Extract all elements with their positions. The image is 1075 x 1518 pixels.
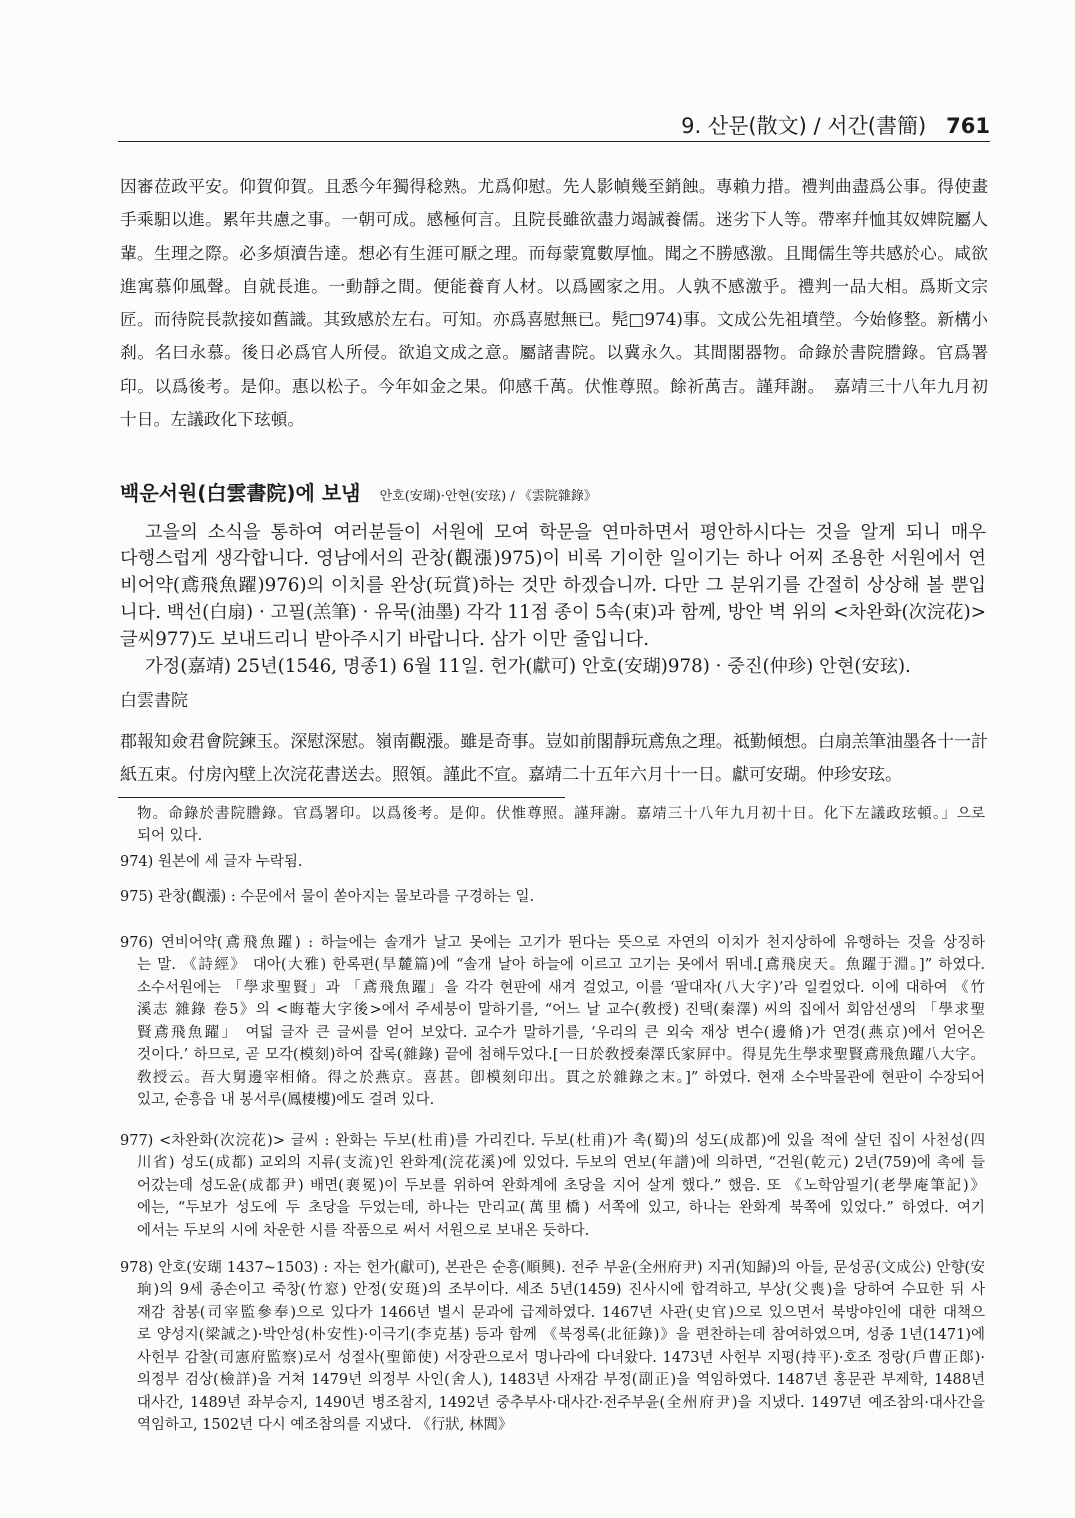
translation-line: 다행스럽게 생각합니다. 영남에서의 관창(觀漲)975)이 비록 기이한 일이기는 하나 어찌 조용한 서원에서 연: [120, 548, 986, 570]
letter-line: 進寓慕仰風聲。自就長進。一動靜之間。便能養育人材。以爲國家之用。人孰不感激乎。禮判一品大相。爲斯文宗: [120, 275, 988, 296]
letter-line: 匠。而待院長款接如舊識。其致感於左右。可知。亦爲喜慰無已。髡□974)事。文成公先祖墳塋。今始修整。新構小: [120, 309, 988, 330]
footnote-line: 978) 안호(安瑚 1437~1503) : 자는 헌가(獻可), 본관은 순흥(順興). 전주 부윤(全州府尹) 지귀(知歸)의 아들, 문성공(文成公) 안향(安: [120, 1259, 985, 1276]
translation-line: 글씨977)도 보내드리니 받아주시기 바랍니다. 삼가 이만 줄입니다.: [120, 628, 650, 650]
footnote-line: 되어 있다.: [137, 828, 203, 845]
footnote-line: 敎授云。吾大舅邊宰相脩。得之於燕京。喜甚。卽模刻印出。貫之於雜錄之末。]” 하였다. 현재 소수박물관에 현판이 수장되어: [137, 1069, 985, 1086]
footnote-line: 에서는 두보의 시에 차운한 시를 작품으로 써서 서원으로 보내온 듯하다.: [137, 1222, 590, 1239]
letter-line: 因審莅政平安。仰賀仰賀。且悉今年獨得稔熟。尤爲仰慰。先人影幀幾至銷蝕。專賴力措。禮判曲盡爲公事。得使畫: [120, 176, 988, 196]
footnote-line: 대사간, 1489년 좌부승지, 1490년 병조참지, 1492년 중추부사·대사간·전주부윤(全州府尹)을 지냈다. 1497년 예조참의·대사간을: [137, 1394, 985, 1411]
footnote-line: 珦)의 9세 종손이고 죽창(竹窓) 안정(安珽)의 조부이다. 세조 5년(1459) 진사시에 합격하고, 부상(父喪)을 당하여 수묘한 뒤 사: [137, 1282, 985, 1299]
footnote-975: [120, 886, 985, 909]
letter-line: 手乘馹以進。累年共慮之事。一朝可成。感極何言。且院長雖欲盡力竭誠養儒。迷劣下人等。帶率幷恤其奴婢院屬人: [120, 209, 988, 230]
footnote-line: 것이다.’ 하므로, 곧 모각(模刻)하여 잡록(雜錄) 끝에 첨해두었다.[一日於敎授秦澤氏家屛中。得見先生學求聖賢鳶飛魚躍八大字。: [137, 1047, 985, 1064]
footnote-line: 976) 연비어약(鳶飛魚躍) : 하늘에는 솔개가 날고 못에는 고기가 뛴다는 뜻으로 자연의 이치가 천지상하에 유행하는 것을 상징하: [120, 934, 985, 951]
section-heading: [120, 478, 597, 508]
translation-paragraph: [120, 520, 986, 681]
footnote-line: 로 양성지(梁誠之)·박안성(朴安性)·이극기(李克基) 등과 함께 《북정록(北征錄)》을 편찬하는데 참여하였으며, 성종 1년(1471)에: [137, 1327, 985, 1344]
footnote-line: 어갔는데 성도윤(成都尹) 배면(裵冕)이 두보를 위하여 완화계에 초당을 지어 살게 했다.” 했음. 또 《노학암필기(老學庵筆記)》: [137, 1177, 985, 1194]
footnote-line: 977) <차완화(次浣花)> 글씨 : 완화는 두보(杜甫)를 가리킨다. 두보(杜甫)가 촉(蜀)의 성도(成都)에 있을 적에 살던 집이 사천성(四: [120, 1132, 985, 1149]
footnote-line: 있고, 순흥읍 내 봉서루(鳳棲樓)에도 걸려 있다.: [137, 1092, 435, 1109]
header-rule: [118, 141, 990, 142]
original-line: 紙五束。付房內壁上次浣花書送去。照領。謹此不宣。嘉靖二十五年六月十一日。獻可安瑚。仲珍安玹。: [120, 764, 902, 785]
translation-line: 고을의 소식을 통하여 여러분들이 서원에 모여 학문을 연마하면서 평안하시다는 것을 알게 되니 매우: [145, 521, 986, 543]
footnote-line: 사헌부 감찰(司憲府監察)로서 성절사(聖節使) 서장관으로서 명나라에 다녀왔다. 1473년 사헌부 지평(持平)·호조 정랑(戶曹正郞)·: [137, 1349, 985, 1366]
page-number: 761: [946, 114, 990, 138]
letter-line: 十日。左議政化下玹頓。: [120, 409, 305, 430]
footnote-977: [120, 1130, 985, 1243]
footnote-978: [120, 1257, 985, 1437]
footnote-line: 의정부 검상(檢詳)을 거쳐 1479년 의정부 사인(舍人), 1483년 사재감 부정(副正)을 역임하였다. 1487년 홍문관 부제학, 1488년: [137, 1372, 985, 1389]
translation-date-line: 가정(嘉靖) 25년(1546, 명종1) 6월 11일. 헌가(獻可) 안호(安瑚)978) · 중진(仲珍) 안현(安玹).: [145, 655, 911, 677]
footnote-974: [120, 851, 985, 874]
letter-original-text: [120, 170, 988, 436]
footnote-line: 재감 참봉(司宰監參奉)으로 있다가 1466년 별시 문과에 급제하였다. 1467년 사관(史官)으로 있으면서 북방야인에 대한 대책으: [137, 1304, 985, 1321]
footnote-line: 物。命錄於書院謄錄。官爲署印。以爲後考。是仰。伏惟尊照。謹拜謝。嘉靖三十八年九月初十日。化下左議政玹頓。」으로: [137, 805, 985, 822]
letter-line: 輩。生理之際。必多煩瀆告達。想必有生涯可厭之理。而每蒙寬數厚恤。聞之不勝感激。且聞儒生等共感於心。咸欲: [120, 242, 988, 263]
footnote-line: 溪志 雜錄 卷5》의 <晦菴大字後>에서 주세붕이 말하기를, “어느 날 교수(敎授) 진택(秦澤) 씨의 집에서 회암선생의 「學求聖: [137, 1002, 985, 1019]
letter-line: 印。以爲後考。是仰。惠以松子。今年如金之果。仰感千萬。伏惟尊照。餘祈萬吉。謹拜謝。 嘉靖三十八年九月初: [120, 375, 988, 396]
letter-line: 刹。名曰永慕。後日必爲官人所侵。欲追文成之意。屬諸書院。以冀永久。其間閣器物。命錄於書院謄錄。官爲署: [120, 342, 988, 363]
section-source: 안호(安瑚)·안현(安玹) / 《雲院雜錄》: [379, 489, 597, 504]
footnote-continuation: [120, 803, 985, 848]
footnote-line: 소수서원에는 「學求聖賢」과 「鳶飛魚躍」을 각각 현판에 새겨 걸었고, 이를 ‘팔대자(八大字)’라 일컬었다. 이에 대하여 《竹: [137, 979, 985, 996]
footnote-line: 賢鳶飛魚躍」 여덟 글자 큰 글씨를 얻어 보았다. 교수가 말하기를, ‘우리의 큰 외숙 재상 변수(邊脩)가 연경(燕京)에서 얻어온: [137, 1024, 985, 1041]
footnote-line: 974) 원본에 세 글자 누락됨.: [120, 853, 303, 870]
section-title: 백운서원(白雲書院)에 보냄: [120, 481, 361, 505]
running-header: [681, 110, 990, 138]
footnote-line: 는 말. 《詩經》 대아(大雅) 한록편(旱麓篇)에 “솔개 날아 하늘에 이르고 고기는 못에서 뛰네.[鳶飛戾天。魚躍于淵。]” 하였다.: [137, 957, 985, 974]
footnote-rule: [118, 797, 565, 798]
footnote-line: 에는, “두보가 성도에 두 초당을 두었는데, 하나는 만리교(萬里橋) 서쪽에 있고, 하나는 완화계 북쪽에 있었다.” 하였다. 여기: [137, 1200, 985, 1217]
original-text: [120, 726, 988, 792]
original-title: 白雲書院: [120, 691, 188, 711]
footnote-line: 975) 관창(觀漲) : 수문에서 물이 쏟아지는 물보라를 구경하는 일.: [120, 888, 535, 905]
translation-line: 비어약(鳶飛魚躍)976)의 이치를 완상(玩賞)하는 것만 하겠습니까. 다만 그 분위기를 간절히 상상해 볼 뿐입: [120, 575, 986, 597]
original-line: 郡報知僉君會院鍊玉。深慰深慰。嶺南觀漲。雖是奇事。豈如前閣靜玩鳶魚之理。祗勤傾想。白扇羔筆油墨各十一計: [120, 731, 988, 752]
translation-line: 니다. 백선(白扇) · 고필(羔筆) · 유묵(油墨) 각각 11점 종이 5속(束)과 함께, 방안 벽 위의 <차완화(次浣花)>: [120, 601, 986, 623]
footnote-976: [120, 932, 985, 1112]
footnote-line: 川省) 성도(成都) 교외의 지류(支流)인 완화계(浣花溪)에 있었다. 두보의 연보(年譜)에 의하면, “건원(乾元) 2년(759)에 촉에 들: [137, 1155, 985, 1172]
running-header-section: 9. 산문(散文) / 서간(書簡): [681, 114, 927, 138]
footnote-line: 역임하고, 1502년 다시 예조참의를 지냈다. 《行狀, 林閭》: [137, 1417, 513, 1434]
